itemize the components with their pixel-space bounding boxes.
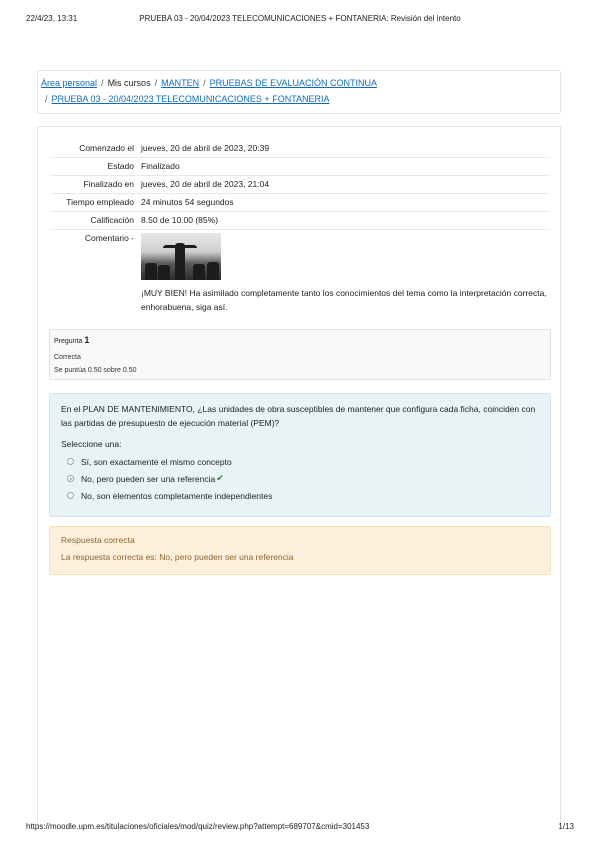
summary-label: Finalizado en [83, 179, 134, 189]
answer-option-selected [61, 470, 539, 487]
summary-value: jueves, 20 de abril de 2023, 20:39 [141, 143, 270, 153]
print-title: PRUEBA 03 - 20/04/2023 TELECOMUNICACIONES + FONTANERIA: Revisión del intento [139, 14, 461, 23]
outcome-text: La respuesta correcta es: No, pero pueden ser una referencia [61, 552, 294, 562]
print-footer [26, 822, 574, 834]
question-marks: Se puntúa 0.50 sobre 0.50 [54, 367, 137, 374]
check-icon: ✔ [216, 473, 224, 483]
print-date: 22/4/23, 13:31 [26, 14, 78, 23]
outcome-title: Respuesta correcta [61, 535, 135, 545]
breadcrumb-link-area-personal[interactable]: Área personal [41, 78, 98, 88]
question-info-box [49, 329, 551, 380]
answer-radio[interactable] [67, 458, 74, 465]
summary-value: jueves, 20 de abril de 2023, 21:04 [141, 179, 270, 189]
breadcrumb-separator: / [203, 78, 206, 88]
question-status: Correcta [54, 354, 81, 361]
question-text: En el PLAN DE MANTENIMIENTO, ¿Las unidades de obra susceptibles de mantener que configura cada ficha, coinciden con las partidas de presupuesto de ejecución material (PEM)? [61, 404, 536, 428]
summary-row-started [50, 140, 550, 158]
question-outcome [49, 526, 551, 575]
breadcrumb-separator: / [45, 94, 48, 104]
breadcrumb [37, 70, 561, 114]
summary-value [141, 232, 550, 314]
summary-value: Finalizado [141, 161, 180, 171]
answer-label: No, pero pueden ser una referencia [81, 473, 216, 484]
breadcrumb-item-mis-cursos: Mis cursos [107, 78, 151, 88]
answer-radio[interactable] [67, 492, 74, 499]
feedback-image [141, 233, 221, 280]
question-prompt: Seleccione una: [61, 439, 122, 449]
breadcrumb-link-section[interactable]: PRUEBAS DE EVALUACIÓN CONTINUA [209, 78, 377, 88]
print-page-number: 1/13 [558, 822, 574, 831]
question-label: Pregunta [54, 338, 83, 345]
breadcrumb-link-quiz[interactable]: PRUEBA 03 - 20/04/2023 TELECOMUNICACIONES + FONTANERIA [51, 94, 330, 104]
breadcrumb-link-course[interactable]: MANTEN [161, 78, 200, 88]
summary-row-finished [50, 176, 550, 194]
answer-label: No, son elementos completamente independientes [81, 490, 273, 501]
summary-row-state [50, 158, 550, 176]
question-number-value: 1 [84, 335, 90, 345]
summary-row-comment [50, 230, 550, 316]
answer-option [61, 487, 539, 504]
summary-label: Estado [107, 161, 134, 171]
question-number [54, 334, 546, 348]
attempt-summary-table [50, 140, 550, 316]
breadcrumb-separator: / [154, 78, 158, 88]
answer-label: Sí, son exactamente el mismo concepto [81, 456, 232, 467]
summary-value: 24 minutos 54 segundos [141, 197, 234, 207]
answer-option [61, 453, 539, 470]
summary-row-time [50, 194, 550, 212]
summary-label: Tiempo empleado [66, 197, 134, 207]
answer-radio[interactable] [67, 475, 74, 482]
summary-label: Comenzado el [79, 143, 134, 153]
print-header [26, 14, 574, 26]
summary-value: 8.50 de 10.00 (85%) [141, 215, 219, 225]
summary-label: Comentario - [84, 233, 134, 243]
summary-row-grade [50, 212, 550, 230]
breadcrumb-separator: / [101, 78, 104, 88]
feedback-text: ¡MUY BIEN! Ha asimilado completamente tanto los conocimientos del tema como la interpretación correcta, enhorabuena, siga así. [141, 288, 547, 312]
print-url: https://moodle.upm.es/titulaciones/oficiales/mod/quiz/review.php?attempt=689707&cmid=301453 [26, 822, 370, 831]
question-content [49, 393, 551, 517]
summary-label: Calificación [90, 215, 134, 225]
